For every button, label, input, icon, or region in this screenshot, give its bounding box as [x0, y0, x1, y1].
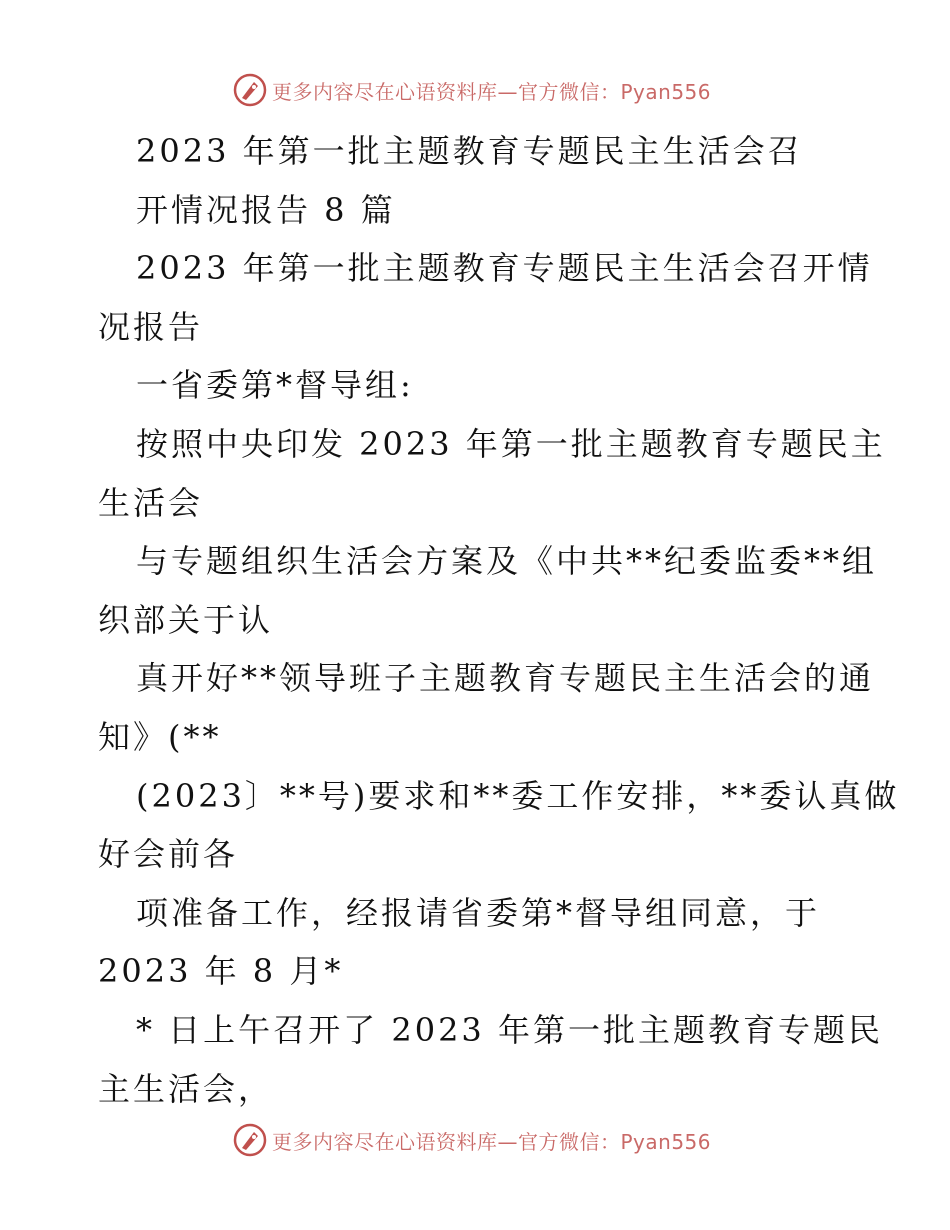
pen-nib-circle-logo: [232, 72, 268, 108]
doc-line: 按照中央印发 2023 年第一批主题教育专题民主: [136, 424, 886, 463]
doc-line: 织部关于认: [98, 600, 274, 639]
doc-line: 2023 年 8 月*: [98, 952, 344, 991]
watermark-text: 更多内容尽在心语资料库—官方微信：Pyan556: [272, 1129, 712, 1154]
doc-line: 真开好**领导班子主题教育专题民主生活会的通: [136, 659, 875, 698]
doc-line: (2023〕**号)要求和**委工作安排，**委认真做: [136, 776, 900, 815]
doc-line: 2023 年第一批主题教育专题民主生活会召开情: [136, 249, 873, 288]
doc-line: 知》(**: [98, 717, 222, 756]
doc-line: 况报告: [98, 307, 204, 346]
doc-line: 项准备工作，经报请省委第*督导组同意，于: [136, 893, 821, 932]
doc-line: 一省委第*督导组:: [136, 366, 414, 405]
doc-line: 2023 年第一批主题教育专题民主生活会召: [136, 132, 803, 170]
doc-line: 开情况报告 8 篇: [136, 190, 396, 229]
watermark-text: 更多内容尽在心语资料库—官方微信：Pyan556: [272, 79, 712, 104]
doc-line: 生活会: [98, 483, 204, 522]
pen-nib-circle-logo: [232, 1122, 268, 1158]
doc-line: 好会前各: [98, 835, 239, 874]
document-body: [98, 122, 900, 1118]
doc-line: 与专题组织生活会方案及《中共**纪委监委**组: [136, 542, 878, 581]
header-watermark: [232, 70, 711, 110]
doc-line: * 日上午召开了 2023 年第一批主题教育专题民: [136, 1010, 883, 1049]
footer-watermark: [232, 1120, 711, 1160]
doc-line: 主生活会，: [98, 1069, 274, 1108]
